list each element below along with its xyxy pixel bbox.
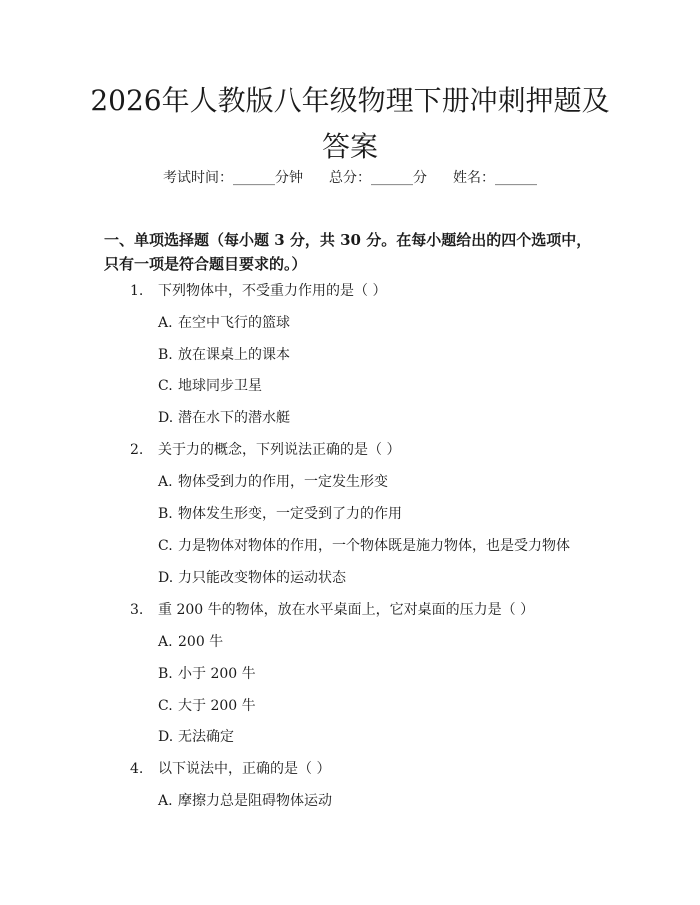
question-2-option-c [158,536,570,556]
student-name-field: 姓名：______ [453,170,537,186]
exam-time-field: 考试时间：______分钟 [163,170,303,186]
question-number: 1. [130,283,144,299]
option-letter: A. [158,793,173,809]
document-title: 2026年人教版八年级物理下册冲刺押题及答案 [90,84,610,163]
option-letter: A. [158,315,173,331]
option-letter: A. [158,634,173,650]
option-letter: B. [158,347,173,363]
question-2-option-a [158,472,388,492]
question-3-option-b [158,664,256,684]
question-1-option-b [158,345,290,365]
question-3 [130,600,534,620]
total-score-field: 总分：______分 [329,170,427,186]
option-letter: C. [158,378,173,394]
exam-meta-line [0,168,700,188]
option-letter: D. [158,570,174,586]
option-text: 大于 200 牛 [178,698,256,714]
question-number: 4. [130,761,144,777]
question-number: 3. [130,602,144,618]
question-3-option-a [158,632,223,652]
option-text: 地球同步卫星 [178,378,262,394]
question-1-option-a [158,313,290,333]
option-letter: B. [158,506,173,522]
option-text: 物体受到力的作用，一定发生形变 [178,474,388,490]
option-text: 力只能改变物体的运动状态 [178,570,346,586]
option-text: 潜在水下的潜水艇 [178,410,290,426]
question-1-option-d [158,408,290,428]
option-text: 放在课桌上的课本 [178,347,290,363]
option-text: 物体发生形变，一定受到了力的作用 [178,506,402,522]
option-letter: C. [158,538,173,554]
question-stem: 关于力的概念，下列说法正确的是（ ） [158,442,401,458]
option-text: 200 牛 [178,634,224,650]
option-letter: D. [158,729,174,745]
question-stem: 下列物体中，不受重力作用的是（ ） [158,283,387,299]
question-4 [130,759,330,779]
question-1 [130,281,386,301]
option-text: 无法确定 [178,729,234,745]
question-stem: 以下说法中，正确的是（ ） [158,761,331,777]
option-text: 摩擦力总是阻碍物体运动 [178,793,332,809]
question-2 [130,440,400,460]
question-3-option-d [158,727,234,747]
option-letter: D. [158,410,174,426]
question-3-option-c [158,696,256,716]
question-2-option-d [158,568,346,588]
question-2-option-b [158,504,402,524]
question-number: 2. [130,442,144,458]
option-text: 在空中飞行的篮球 [178,315,290,331]
option-text: 力是物体对物体的作用，一个物体既是施力物体，也是受力物体 [178,538,570,554]
option-letter: B. [158,666,173,682]
option-letter: A. [158,474,173,490]
question-1-option-c [158,376,262,396]
option-letter: C. [158,698,173,714]
question-4-option-a [158,791,332,811]
option-text: 小于 200 牛 [178,666,256,682]
section-header: 一、单项选择题（每小题 3 分，共 30 分。在每小题给出的四个选项中，只有一项是符合题目要求的。） [104,231,592,273]
question-stem: 重 200 牛的物体，放在水平桌面上，它对桌面的压力是（ ） [158,602,535,618]
